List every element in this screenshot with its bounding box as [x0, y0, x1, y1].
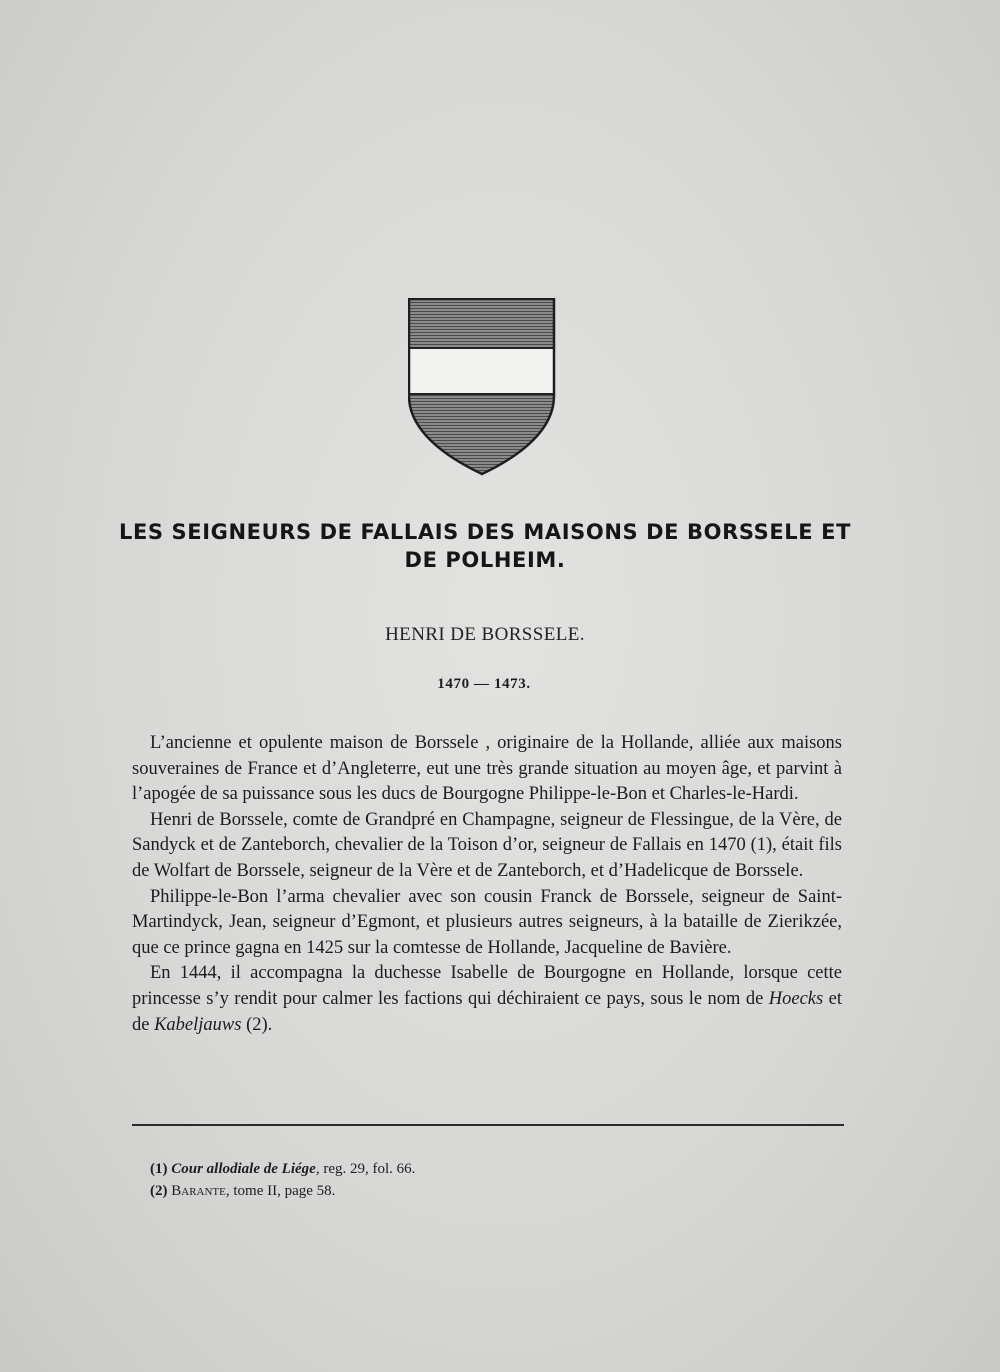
paragraph: Henri de Borssele, comte de Grandpré en Champagne, seigneur de Flessingue, de la Vère, de Sandyck et de Zanteborch, chevalier de la Toison d’or, seigneur de Fallais en 1470 (1), était fils de Wolfart de Borssele, seigneur de la Vère et de Zanteborch, et d’Hadelicque de Borssele.: [132, 809, 842, 881]
body-text: [132, 731, 842, 1038]
footnote-1: [150, 1158, 415, 1180]
footnote-2: [150, 1180, 415, 1202]
footnote-text: , reg. 29, fol. 66.: [315, 1161, 416, 1177]
footnote-source: Cour allodiale de Liége: [171, 1161, 316, 1177]
footnote-author: Barante: [171, 1183, 226, 1199]
section-dates: 1470 — 1473.: [437, 676, 531, 692]
term-hoecks: Hoecks: [768, 988, 824, 1009]
coat-of-arms-icon: [408, 298, 556, 476]
paragraph-last: [132, 961, 842, 1038]
paragraph-text: En 1444, il accompagna la duchesse Isabelle de Bourgogne en Hollande, lorsque cette princesse s’y rendit pour calmer les factions qui déchiraient ce pays, sous le nom de: [132, 963, 842, 1009]
footnote-number: (1): [150, 1161, 168, 1177]
paragraph-text: (2).: [241, 1014, 273, 1035]
term-kabeljauws: Kabeljauws: [154, 1014, 242, 1035]
section-subtitle: HENRI DE BORSSELE.: [385, 624, 585, 645]
chapter-title: LES SEIGNEURS DE FALLAIS DES MAISONS DE BORSSELE ET DE POLHEIM.: [118, 520, 852, 572]
paragraph: L’ancienne et opulente maison de Borssele , originaire de la Hollande, alliée aux maisons souveraines de France et d’Angleterre, eut une très grande situation au moyen âge, et parvint à l’apogée de sa puissance sous les ducs de Bourgogne Philippe-le-Bon et Charles-le-Hardi.: [132, 733, 842, 805]
footnote-text: , tome II, page 58.: [225, 1183, 336, 1199]
paragraph: Philippe-le-Bon l’arma chevalier avec son cousin Franck de Borssele, seigneur de Saint-Martindyck, Jean, seigneur d’Egmont, et plusieurs autres seigneurs, à la bataille de Zierikzée, que ce prince gagna en 1425 sur la comtesse de Hollande, Jacqueline de Bavière.: [132, 886, 842, 958]
footnotes: [150, 1158, 415, 1202]
footnote-number: (2): [150, 1183, 168, 1199]
footnote-divider: [132, 1124, 844, 1126]
paragraph-text: et de: [132, 988, 842, 1035]
